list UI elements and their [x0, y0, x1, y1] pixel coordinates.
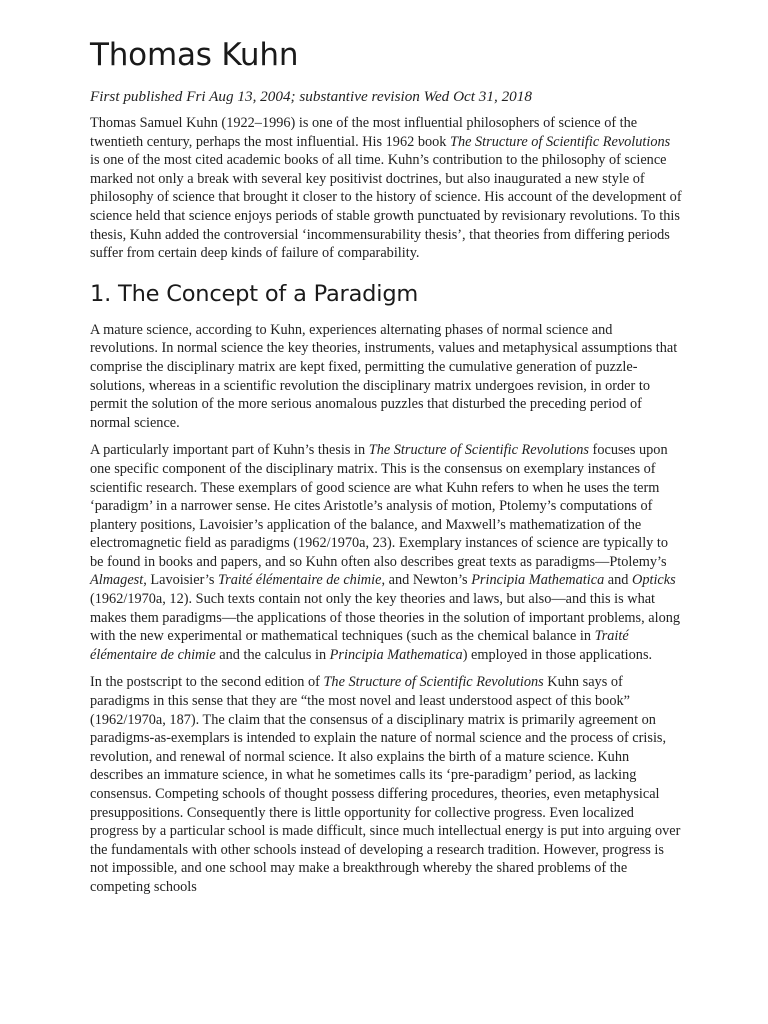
book-title: The Structure of Scientific Revolutions	[368, 442, 589, 459]
section-heading: 1. The Concept of a Paradigm	[90, 280, 419, 307]
book-title: Opticks	[632, 572, 676, 589]
text-run: Thomas Samuel Kuhn (1922–1996) is one of the most influential philosophers of science of the twentieth century, perhaps the most influential. His 1962 book	[90, 115, 638, 150]
text-run: A mature science, according to Kuhn, experiences alternating phases of normal science and revolutions. In normal science the key theories, instruments, values and metaphysical assumptions that comprise the disciplinary matrix are kept fixed, permitting the cumulative generation of puzzle-solutions, whereas in a scientific revolution the disciplinary matrix undergoes revision, in order to permit the solution of the more serious anomalous puzzles that disturbed the preceding period of normal science.	[90, 321, 678, 431]
book-title: Principia Mathematica	[329, 646, 463, 663]
book-title: The Structure of Scientific Revolutions	[450, 133, 671, 150]
body-paragraph	[90, 441, 682, 664]
text-run: (1962/1970a, 12). Such texts contain not only the key theories and laws, but also—and this is what makes them paradigms—the applications of those theories in the solution of important problems, along with the new experimental or mathematical techniques (such as the chemical balance in	[90, 591, 681, 645]
book-title: Traité élémentaire de chimie	[218, 572, 382, 589]
text-run: is one of the most cited academic books of all time. Kuhn’s contribution to the philosophy of science marked not only a break with several key positivist doctrines, but also inaugurated a new style of philosophy of science that brought it closer to the history of science. His account of the development of science held that science enjoys periods of stable growth punctuated by revisionary revolutions. To this thesis, Kuhn added the controversial ‘incommensurability thesis’, that theories from differing periods suffer from certain deep kinds of failure of comparability.	[90, 152, 682, 262]
text-run: , Lavoisier’s	[143, 572, 218, 589]
text-run: ) employed in those applications.	[462, 646, 653, 663]
text-run: A particularly important part of Kuhn’s thesis in	[90, 442, 369, 459]
text-run: In the postscript to the second edition of	[90, 674, 324, 691]
intro-paragraph	[90, 114, 682, 263]
book-title: Traité élémentaire de chimie	[90, 628, 629, 663]
book-title: Principia Mathematica	[471, 572, 605, 589]
article-title: Thomas Kuhn	[90, 37, 299, 73]
text-run: , and Newton’s	[381, 572, 472, 589]
text-run: Kuhn says of paradigms in this sense that they are “the most novel and least understood aspect of this book” (1962/1970a, 187). The claim that the consensus of a disciplinary matrix is primarily agreement on paradigms-as-exemplars is intended to explain the nature of normal science and the process of crisis, revolution, and renewal of normal science. It also explains the birth of a mature science. Kuhn describes an immature science, in what he sometimes calls its ‘pre-paradigm’ period, as lacking consensus. Competing schools of thought possess differing procedures, theories, even metaphysical presuppositions. Consequently there is little opportunity for collective progress. Even localized progress by a particular school is made difficult, since much intellectual energy is put into arguing over the fundamentals with other schools instead of developing a research tradition. However, progress is not impossible, and one school may make a breakthrough whereby the shared problems of the competing schools	[90, 674, 681, 895]
text-run: and	[604, 572, 633, 589]
text-run: and the calculus in	[215, 646, 330, 663]
publication-info: First published Fri Aug 13, 2004; substantive revision Wed Oct 31, 2018	[90, 88, 532, 105]
article	[90, 0, 682, 897]
body-paragraph	[90, 321, 682, 433]
book-title: The Structure of Scientific Revolutions	[323, 674, 544, 691]
book-title: Almagest	[90, 572, 144, 589]
body-paragraph	[90, 673, 682, 896]
text-run: focuses upon one specific component of the disciplinary matrix. This is the consensus on exemplary instances of scientific research. These exemplars of good science are what Kuhn refers to when he uses the term ‘paradigm’ in a narrower sense. He cites Aristotle’s analysis of motion, Ptolemy’s computations of plantery positions, Lavoisier’s application of the balance, and Maxwell’s mathematization of the electromagnetic field as paradigms (1962/1970a, 23). Exemplary instances of science are typically to be found in books and papers, and so Kuhn often also describes great texts as paradigms—Ptolemy’s	[90, 442, 669, 570]
